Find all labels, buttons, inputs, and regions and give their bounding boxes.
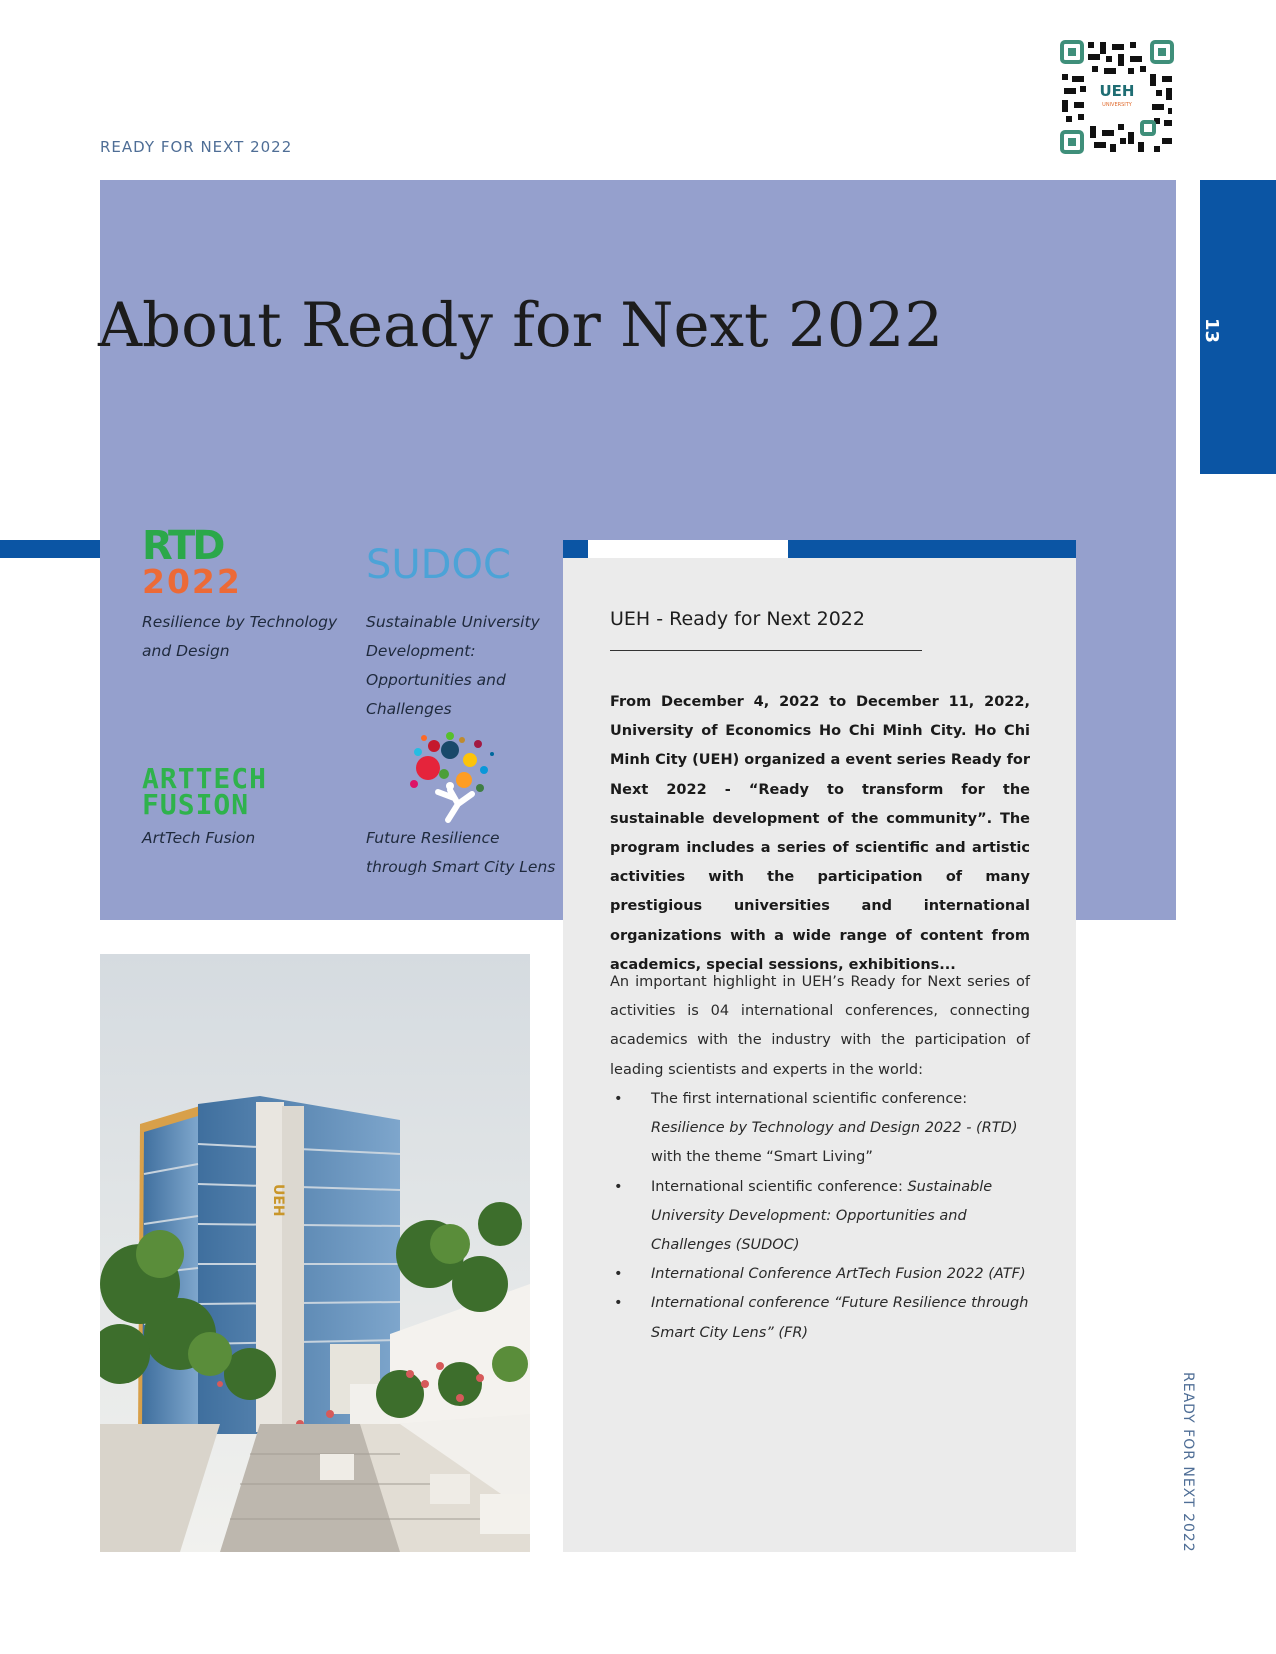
rtd-logo-year: 2022 (142, 562, 242, 601)
arttech-logo-line2: FUSION (142, 788, 250, 821)
caption-line: and Design (142, 642, 230, 660)
running-header: READY FOR NEXT 2022 (100, 138, 293, 156)
caption-line: Opportunities and (366, 671, 506, 689)
accent-bar (0, 540, 100, 558)
item-italic: Sustainable University Development: Opportunities and Challenges (SUDOC) (651, 1178, 993, 1254)
item-text: International scientific conference: (651, 1178, 903, 1195)
caption-line: Sustainable University (366, 613, 540, 631)
arttech-logo-line1: ARTTECH (142, 762, 268, 795)
accent-bar (563, 540, 588, 558)
rtd-logo-mark: RTD (142, 523, 223, 569)
future-resilience-logo (404, 730, 494, 830)
caption-line: through Smart City Lens (366, 858, 556, 876)
highlight-paragraph: An important highlight in UEH’s Ready for Next series of activities is 04 international conferences, connecting academics with the industry with the participation of leading scientists and experts in the world: (610, 974, 1030, 1078)
list-item (610, 1260, 1040, 1289)
list-item (610, 1289, 1040, 1347)
accent-bar (588, 540, 788, 558)
list-item (610, 1173, 1040, 1261)
item-text: with the theme “Smart Living” (651, 1149, 873, 1166)
list-item (610, 1085, 1040, 1173)
qr-logo-subtext: UNIVERSITY (1102, 102, 1132, 108)
intro-paragraph: From December 4, 2022 to December 11, 2022, University of Economics Ho Chi Minh City. Ho Chi Minh City (UEH) organized a event series Ready for Next 2022 - “Ready to transform for the sustainable development of the community”. The program includes a series of scientific and artistic activities with the participation of many prestigious universities and international organizations with a wide range of content from academics, special sessions, exhibitions... (610, 694, 1030, 973)
sudoc-caption (366, 608, 540, 724)
card-heading: UEH - Ready for Next 2022 (610, 608, 865, 630)
caption-line: ArtTech Fusion (142, 829, 256, 847)
item-italic: International conference “Future Resilience through Smart City Lens” (FR) (651, 1295, 1029, 1341)
caption-line: Challenges (366, 700, 452, 718)
arttech-logo (142, 762, 268, 821)
qr-code (1058, 38, 1176, 156)
item-italic: Resilience by Technology and Design 2022 - (RTD) (651, 1120, 1018, 1137)
item-text: The first international scientific conference: (651, 1091, 968, 1107)
arttech-caption (142, 824, 255, 853)
item-italic: International Conference ArtTech Fusion 2022 (ATF) (651, 1266, 1026, 1283)
side-footer: READY FOR NEXT 2022 (1180, 1372, 1196, 1553)
sudoc-logo-mark: SUDOC (366, 542, 511, 588)
sudoc-logo (366, 538, 532, 592)
rtd-caption (142, 608, 337, 666)
caption-line: Future Resilience (366, 829, 500, 847)
qr-logo-text: UEH (1099, 82, 1135, 100)
heading-divider (610, 650, 922, 651)
future-resilience-caption (366, 824, 555, 882)
caption-line: Resilience by Technology (142, 613, 338, 631)
page-title: About Ready for Next 2022 (98, 290, 944, 361)
conference-list (610, 1085, 1040, 1348)
campus-photo (100, 954, 530, 1552)
rtd-logo (142, 523, 242, 601)
accent-bar (788, 540, 1076, 558)
caption-line: Development: (366, 642, 476, 660)
page-number: 13 (1201, 318, 1222, 344)
building-sign: UEH (270, 1184, 286, 1217)
